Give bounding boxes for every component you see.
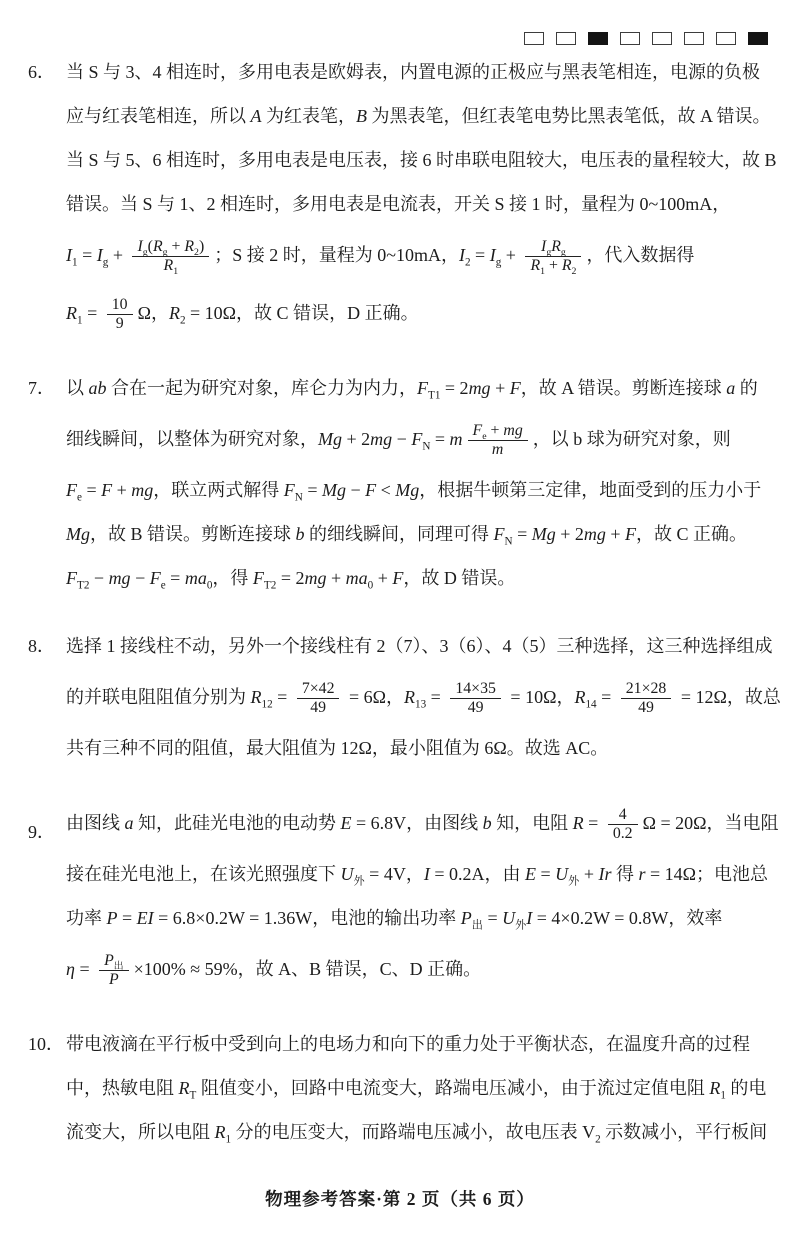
answer-line: 当 S 与 3、4 相连时，多用电表是欧姆表，内置电源的正极应与黑表笔相连，电源的负极 [66,62,761,82]
math-subscript: e [160,579,166,592]
math-variable-base: R [178,1078,190,1098]
math-variable: EI [136,908,154,928]
math-variable-base: F [283,480,295,500]
answer-line: 应与红表笔相连，所以 A 为红表笔，B 为黑表笔，但红表笔电势比黑表笔低，故 A 错误。 [66,106,771,126]
math-subscripted-variable [96,245,109,269]
corner-mark-square-empty [716,32,736,45]
math-subscripted-variable [574,687,597,711]
math-subscript: 1 [72,256,78,269]
item-body [66,794,779,998]
answer-line: $R_1$ = $\frac{10}{9}$ Ω，$R_2 = 10\Omega$，故 C 错误，D 正确。 [66,295,419,333]
math-variable-base: R [530,257,541,275]
math-variable: mg [370,429,393,449]
math-subscript: T2 [263,579,277,592]
math-variable: a [124,813,134,833]
math-subscript: 13 [415,698,427,711]
math-variable-base: I [458,245,465,265]
math-variable: m [449,429,463,449]
math-subscripted-variable [152,237,168,258]
math-variable: a [726,378,736,398]
math-variable: mg [108,568,131,588]
math-variable: m [184,568,198,588]
math-subscript: 1 [173,266,179,278]
math-variable-base: I [541,237,547,255]
math-subscripted-variable [149,568,166,592]
fraction-denominator [99,970,129,990]
math-subscript: 2 [194,246,199,258]
fraction [608,806,638,844]
math-subscripted-variable [489,245,502,269]
math-subscripted-variable [555,864,580,888]
math-subscripted-variable [184,237,199,258]
math-subscripted-variable [530,257,546,278]
math-variable-base: R [168,303,180,323]
answer-line: 功率 P = EI = 6.8×0.2W = 1.36W，电池的输出功率 $P_出 = U_外I = 4\times 0.2W = 0.8W$，效率 [66,908,723,932]
fraction-denominator: $R_1 + R_2$ [525,256,581,276]
math-subscript: 外 [515,919,527,932]
answer-line: 细线瞬间，以整体为研究对象，$Mg + 2mg - F_N = m$ $\frac{F_e + mg}{m}$ ，以 b 球为研究对象，则 [66,421,731,459]
corner-mark-square-empty [652,32,672,45]
math-variable-base: R [184,237,195,255]
fraction-denominator: 49 [621,698,672,718]
math-subscript: g [560,246,566,258]
math-variable-base: U [340,864,354,884]
math-variable-base: I [66,245,72,265]
answer-item [28,624,781,770]
math-variable: E [524,864,536,884]
answer-line: 带电液滴在平行板中受到向上的电场力和向下的重力处于平衡状态，在温度升高的过程 [66,1034,750,1054]
item-body [66,624,781,770]
math-variable: B [356,106,367,126]
math-variable-base: F [252,568,264,588]
fraction [525,238,581,276]
page-footer: 物理参考答案·第 2 页（共 6 页） [265,1189,535,1209]
math-variable: P [106,908,118,928]
math-subscripted-variable [582,1122,601,1146]
answer-line: $F_{T2}$ − mg − $F_e = ma_0$，得 $F_{T2} = 2mg + ma_0 + F$，故 D 错误。 [66,568,516,592]
answer-item [28,1022,774,1154]
math-subscripted-variable [411,429,431,453]
math-subscripted-variable [104,951,124,972]
math-variable: R [572,813,584,833]
math-variable: F [392,568,404,588]
math-variable-base: F [417,378,428,398]
math-variable: Ir [598,864,612,884]
math-variable-base: F [66,480,77,500]
math-variable: Mg [321,480,346,500]
math-variable-base: R [250,687,262,707]
corner-mark-square-empty [684,32,704,45]
math-variable-base: I [489,245,496,265]
answer-line: η = $\frac{P_出}{P}$ ×100% ≈ 59%，故 A、B 错误，C、D 正确。 [66,951,482,989]
math-subscript: 2 [464,256,471,269]
math-subscripted-variable [493,524,513,548]
math-variable-base: P [104,951,114,969]
fraction-denominator: 0.2 [608,824,638,844]
math-variable: F [101,480,113,500]
answer-line: Mg，故 B 错误。剪断连接球 b 的细线瞬间，同理可得 $F_N = Mg + 2mg + F$，故 C 正确。 [66,524,748,548]
answer-line: 错误。当 S 与 1、2 相连时，多用电表是电流表，开关 S 接 1 时，量程为 0~100mA， [66,194,731,214]
math-subscript: N [294,491,303,504]
math-subscript: 外 [568,875,580,888]
fraction-denominator: 49 [297,698,340,718]
math-variable-base: V [582,1122,596,1142]
math-variable: ab [88,378,107,398]
math-subscripted-variable [551,237,566,258]
math-subscript: 0 [367,579,374,592]
math-variable-base: F [66,568,77,588]
math-variable-base: I [96,245,103,265]
fraction-numerator: 10 [111,295,128,313]
math-subscripted-variable [197,568,213,592]
math-variable-base: R [574,687,586,707]
answer-line: 选择 1 接线柱不动，另外一个接线柱有 2（7）、3（6）、4（5）三种选择，这三种选择组成 [66,636,773,656]
math-variable-base: R [561,257,572,275]
math-variable: Mg [66,524,90,544]
corner-mark-squares [524,32,768,45]
math-variable-base: F [472,421,483,439]
math-variable-base: R [152,237,163,255]
answer-item [28,366,774,600]
math-subscript: 14 [585,698,597,711]
answer-line: 的并联电阻阻值分别为 $R_{12}$ = $\frac{7\times 42}{49}$ = 6Ω，$R_{13}$ = $\frac{14\times 35}{49}$ = 10Ω，$R_{14}$ = $\frac{21\times 28}{49}$ = 12Ω，故总 [66,679,781,717]
answer-item [28,794,779,998]
fraction-numerator: 4 [618,805,627,823]
math-variable: F [509,378,521,398]
math-subscript: 1 [720,1089,726,1102]
item-number: 8． [28,636,55,656]
math-variable-base: F [149,568,161,588]
math-subscripted-variable [709,1078,726,1102]
fraction-numerator: 14×35 [455,679,496,697]
math-variable: mg [583,524,606,544]
math-subscript: g [495,256,502,269]
item-body [66,1022,774,1154]
corner-mark-square-filled [588,32,608,45]
math-subscript: 1 [225,1133,232,1146]
fraction [621,680,672,718]
math-variable: mg [468,378,491,398]
answer-line: 接在硅光电池上，在该光照强度下 $U_外 = 4V$，I = 0.2A，由 $E = U_外 + Ir$ 得 r = 14Ω；电池总 [66,864,769,888]
math-subscript: T2 [77,579,90,592]
math-subscripted-variable [66,480,82,504]
math-variable: m [491,441,504,459]
math-subscripted-variable [214,1122,232,1146]
math-subscripted-variable [541,237,552,258]
math-subscript: 出 [113,960,124,972]
math-subscripted-variable [66,245,78,269]
math-variable-base: R [66,303,77,323]
math-variable: Mg [318,429,342,449]
math-subscripted-variable [178,1078,197,1102]
math-variable-base: a [197,568,207,588]
math-variable: Mg [531,524,556,544]
math-subscript: 2 [595,1133,601,1146]
math-subscript: N [422,440,431,453]
fraction-numerator: $I_g(R_g + R_2)$ [137,237,205,258]
math-subscripted-variable [252,568,277,592]
math-variable: I [526,908,533,928]
item-body [66,366,774,600]
math-subscript: 外 [353,875,365,888]
math-variable-base: R [709,1078,721,1098]
math-variable: P [109,971,119,989]
math-variable: I [423,864,430,884]
math-variable-base: U [502,908,516,928]
math-subscripted-variable [358,568,374,592]
math-subscript: 2 [571,266,577,278]
math-variable: r [638,864,646,884]
math-subscript: g [102,256,109,269]
math-variable: m [345,568,359,588]
math-variable: E [340,813,352,833]
fraction-denominator: 49 [450,698,501,718]
answer-line: 当 S 与 5、6 相连时，多用电表是电压表，接 6 时串联电阻较大，电压表的量程较大，故 B [66,150,777,170]
math-variable-base: R [214,1122,226,1142]
math-subscript: e [77,491,82,504]
math-subscripted-variable [340,864,365,888]
item-body [66,50,777,342]
math-variable-base: F [493,524,505,544]
math-variable: A [250,106,262,126]
fraction-denominator: 9 [107,314,133,334]
answer-line: 流变大，所以电阻 $R_1$ 分的电压变大，而路端电压减小，故电压表 $V_2$ 示数减小，平行板间 [66,1122,768,1146]
corner-mark-square-empty [524,32,544,45]
math-variable-base: a [358,568,368,588]
math-subscripted-variable [404,687,427,711]
math-variable-base: U [555,864,569,884]
math-variable: b [482,813,492,833]
fraction-numerator [525,238,581,257]
math-subscripted-variable [561,257,577,278]
math-variable: b [295,524,305,544]
answer-line: 由图线 a 知，此硅光电池的电动势 E = 6.8V，由图线 b 知，电阻 R = $\frac{4}{0.2}$ Ω = 20Ω，当电阻 [66,805,779,843]
corner-mark-square-filled [748,32,768,45]
math-variable-base: R [404,687,416,707]
math-subscript: N [504,535,513,548]
math-subscripted-variable [163,257,179,278]
math-subscripted-variable [460,908,483,932]
math-variable: Mg [395,480,420,500]
math-subscript: 12 [261,698,273,711]
math-subscript: 1 [77,314,83,327]
fraction-numerator [99,952,129,971]
math-subscript: g [142,246,148,258]
math-variable: mg [304,568,327,588]
math-variable: mg [503,421,523,439]
answer-line: 以 ab 合在一起为研究对象，库仑力为内力，$F_{T1} = 2mg + F$，故 A 错误。剪断连接球 a 的 [66,378,758,402]
answer-line: $I_1 = I_g$ + $\frac{I_g(R_g + R_2)}{R_1}$ ；S 接 2 时，量程为 0~10mA，$I_2 = I_g$ + $\frac{I_gR_g}{R_1 + R_2}$ ，代入数据得 [66,237,695,278]
item-number: 7． [28,378,55,398]
math-subscripted-variable [502,908,527,932]
math-subscript: e [482,430,487,442]
math-subscripted-variable [168,303,186,327]
fraction-numerator: $F_e$ + mg [472,421,523,442]
fraction [468,422,528,460]
fraction-numerator: 21×28 [625,679,667,697]
math-variable: η [66,959,75,979]
math-variable: F [365,480,377,500]
fraction [99,952,129,990]
math-variable: mg [131,480,154,500]
math-subscript: 2 [179,314,186,327]
math-subscript: g [162,246,168,258]
math-subscript: 0 [206,579,213,592]
math-variable-base: P [460,908,472,928]
item-number: 6． [28,62,55,82]
math-subscripted-variable [472,421,487,442]
corner-mark-square-empty [620,32,640,45]
answers-content [28,50,781,1178]
corner-mark-square-empty [556,32,576,45]
math-subscripted-variable [66,568,90,592]
math-variable: F [625,524,637,544]
item-number: 10． [28,1034,64,1054]
math-subscript: 1 [540,266,546,278]
fraction-denominator [468,440,528,460]
fraction [107,296,133,334]
math-subscripted-variable [283,480,303,504]
item-number: 9． [28,822,55,842]
math-variable-base: I [137,237,143,255]
fraction [297,680,340,718]
math-variable-base: R [551,237,561,255]
math-subscripted-variable [66,303,83,327]
math-subscripted-variable [458,245,471,269]
fraction-numerator: 7×42 [301,679,335,697]
math-subscripted-variable [250,687,273,711]
fraction [132,238,209,276]
math-subscript: g [546,246,552,258]
answer-line: 中，热敏电阻 $R_T$ 阻值变小，回路中电流变大，路端电压减小，由于流过定值电阻 $R_1$ 的电 [66,1078,767,1102]
math-variable-base: R [163,257,174,275]
fraction [450,680,501,718]
answer-item [28,50,777,342]
math-subscript: 出 [471,919,483,932]
math-subscript: T [189,1089,197,1102]
math-variable-base: F [411,429,423,449]
math-subscript: T1 [428,389,441,402]
math-subscripted-variable [417,378,441,402]
answer-line: 共有三种不同的阻值，最大阻值为 12Ω，最小阻值为 6Ω。故选 AC。 [66,738,609,758]
answer-line: $F_e = F$ + mg，联立两式解得 $F_N = Mg - F < Mg$，根据牛顿第三定律，地面受到的压力小于 [66,480,762,504]
math-subscripted-variable [137,237,148,258]
fraction-denominator [132,256,209,276]
